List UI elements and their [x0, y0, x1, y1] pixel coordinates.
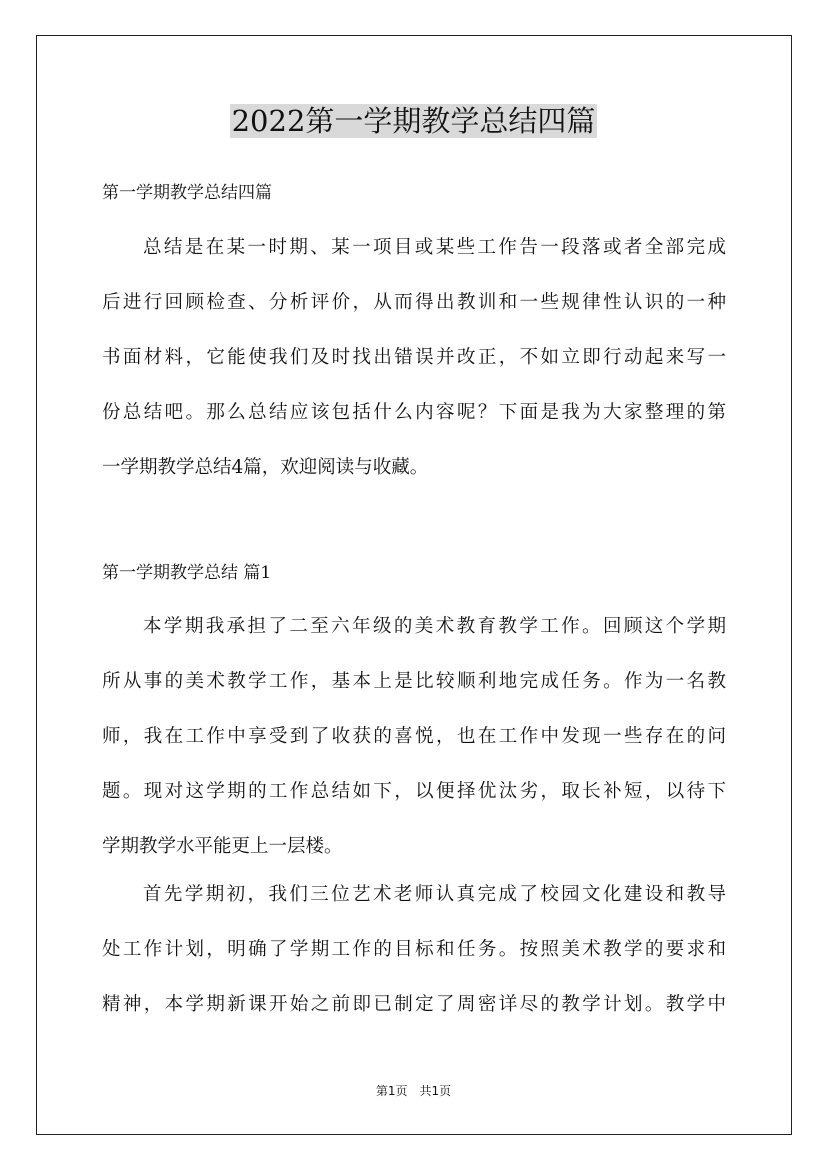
- section1-paragraph-1: [102, 599, 726, 874]
- section1-p2-line-1: 首先学期初，我们三位艺术老师认真完成了校园文化建设和教导: [143, 884, 726, 905]
- intro-paragraph: [102, 220, 726, 495]
- page-footer: 第1页 共1页: [375, 1084, 452, 1098]
- section1-p1-line-2: 所从事的美术教学工作，基本上是比较顺利地完成任务。作为一名教: [102, 671, 726, 692]
- intro-line-5: 一学期教学总结4篇，欢迎阅读与收藏。: [102, 457, 429, 478]
- document-title: 2022第一学期教学总结四篇: [231, 104, 596, 138]
- section1-heading: 第一学期教学总结 篇1: [102, 563, 272, 583]
- intro-line-1: 总结是在某一时期、某一项目或某些工作告一段落或者全部完成: [143, 237, 726, 258]
- section1-p1-line-1: 本学期我承担了二至六年级的美术教育教学工作。回顾这个学期: [143, 616, 726, 637]
- section1-p1-line-4: 题。现对这学期的工作总结如下，以便择优汰劣，取长补短，以待下: [102, 781, 726, 802]
- intro-line-2: 后进行回顾检查、分析评价，从而得出教训和一些规律性认识的一种: [102, 292, 726, 313]
- intro-line-3: 书面材料，它能使我们及时找出错误并改正，不如立即行动起来写一: [102, 347, 726, 368]
- intro-line-4: 份总结吧。那么总结应该包括什么内容呢？下面是我为大家整理的第: [102, 402, 726, 423]
- section1-paragraph-2: [102, 867, 726, 1032]
- section1-p1-line-5: 学期教学水平能更上一层楼。: [102, 836, 343, 857]
- section1-p2-line-3: 精神，本学期新课开始之前即已制定了周密详尽的教学计划。教学中: [102, 994, 726, 1015]
- intro-heading: 第一学期教学总结四篇: [102, 183, 272, 203]
- section1-p1-line-3: 师，我在工作中享受到了收获的喜悦，也在工作中发现一些存在的问: [102, 726, 726, 747]
- section1-p2-line-2: 处工作计划，明确了学期工作的目标和任务。按照美术教学的要求和: [102, 939, 726, 960]
